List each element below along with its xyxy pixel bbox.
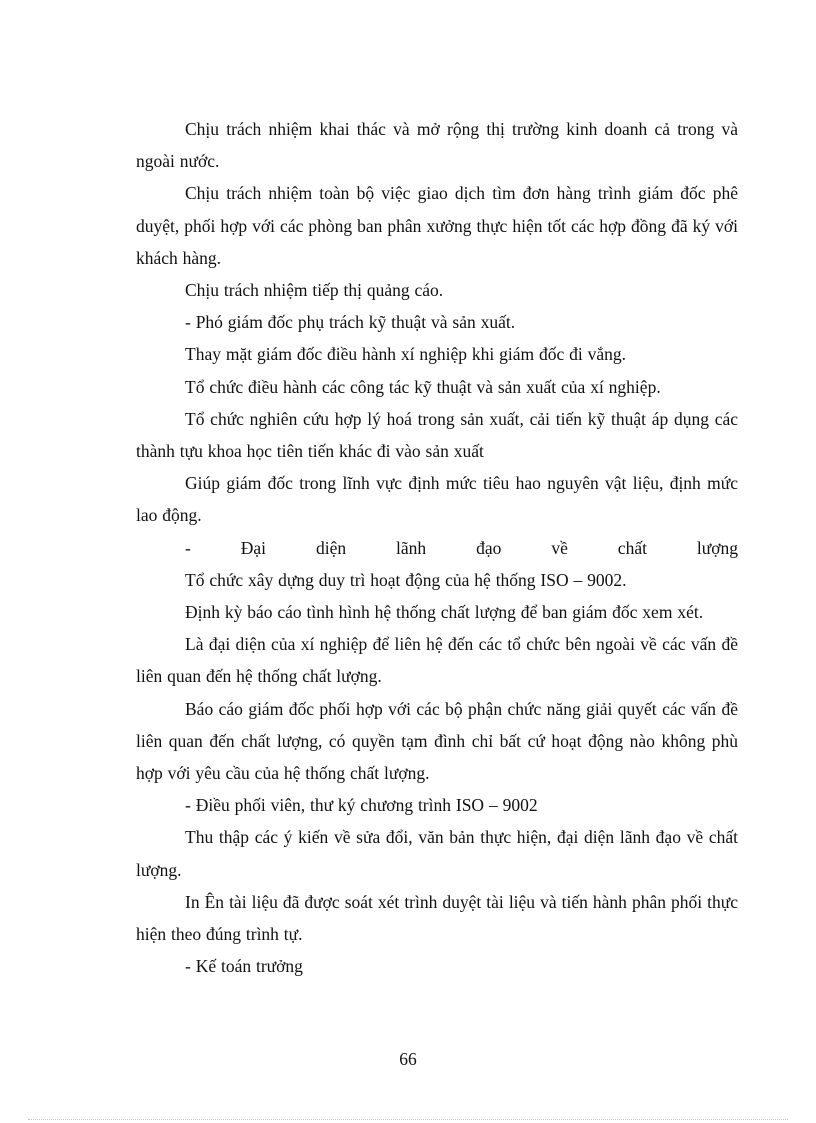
heading-quality-representative: - Đại diện lãnh đạo về chất lượng (185, 537, 738, 558)
paragraph-10: Tổ chức xây dựng duy trì hoạt động của hệ thống ISO – 9002. (185, 569, 627, 590)
heading-iso-coordinator: - Điều phối viên, thư ký chương trình ISO – 9002 (185, 795, 538, 816)
paragraph-5: Thay mặt giám đốc điều hành xí nghiệp khi giám đốc đi vắng. (185, 344, 626, 365)
paragraph-15: Thu thập các ý kiến về sửa đổi, văn bản thực hiện, đại diện lãnh đạo về chất lượng. (136, 827, 738, 880)
page-number: 66 (399, 1049, 417, 1069)
heading-chief-accountant: - Kế toán trưởng (185, 956, 303, 977)
paragraph-2: Chịu trách nhiệm toàn bộ việc giao dịch tìm đơn hàng trình giám đốc phê duyệt, phối hợp với các phòng ban phân xưởng thực hiện tốt các hợp đồng đã ký với khách hàng. (136, 183, 738, 268)
paragraph-1: Chịu trách nhiệm khai thác và mở rộng thị trường kinh doanh cả trong và ngoài nước. (136, 119, 738, 172)
heading-deputy-director: - Phó giám đốc phụ trách kỹ thuật và sản xuất. (185, 312, 516, 333)
paragraph-7: Tổ chức nghiên cứu hợp lý hoá trong sản xuất, cải tiến kỹ thuật áp dụng các thành tựu khoa học tiên tiến khác đi vào sản xuất (136, 408, 738, 462)
paragraph-16: In Ên tài liệu đã được soát xét trình duyệt tài liệu và tiến hành phân phối thực hiện theo đúng trình tự. (136, 891, 738, 945)
paragraph-3: Chịu trách nhiệm tiếp thị quảng cáo. (185, 280, 444, 301)
paragraph-6: Tổ chức điều hành các công tác kỹ thuật và sản xuất của xí nghiệp. (185, 376, 661, 397)
paragraph-8: Giúp giám đốc trong lĩnh vực định mức tiêu hao nguyên vật liệu, định mức lao động. (136, 473, 738, 526)
paragraph-13: Báo cáo giám đốc phối hợp với các bộ phận chức năng giải quyết các vấn đề liên quan đến chất lượng, có quyền tạm đình chỉ bất cứ hoạt động nào không phù hợp với yêu cầu của hệ thống chất lượng. (136, 698, 738, 784)
footer-divider (28, 1119, 788, 1120)
body-text (136, 113, 738, 982)
paragraph-11: Định kỳ báo cáo tình hình hệ thống chất lượng để ban giám đốc xem xét. (185, 602, 704, 623)
paragraph-12: Là đại diện của xí nghiệp để liên hệ đến các tổ chức bên ngoài về các vấn đề liên quan đến hệ thống chất lượng. (136, 634, 738, 687)
